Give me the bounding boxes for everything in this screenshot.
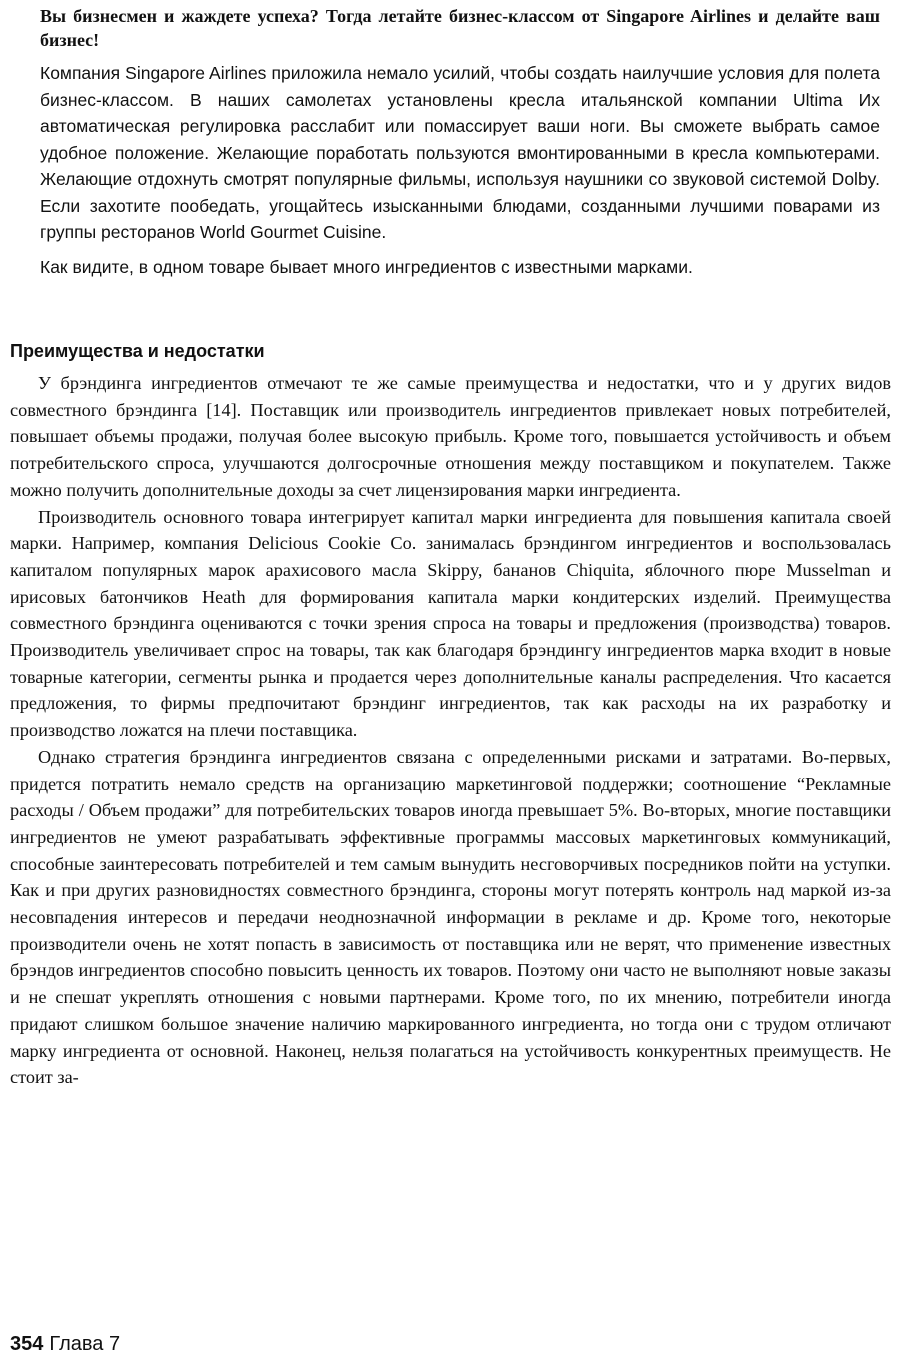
- page-number: 354: [10, 1333, 44, 1355]
- box-summary: Как видите, в одном товаре бывает много ингредиентов с известными марками.: [40, 256, 693, 277]
- section-body: [10, 370, 891, 1091]
- section-heading: Преимущества и недостатки: [10, 341, 265, 361]
- body-paragraph: Производитель основного товара интегрирует капитал марки ингредиента для повышения капитала своей марки. Например, компания Delicious Cookie Co. занималась брэндингом ингредиентов и воспользовалась капиталом популярных марок арахисового масла Skippy, бананов Chiquita, яблочного пюре Musselman и ирисовых батончиков Heath для формирования капитала марки кондитерских изделий. Преимущества совместного брэндинга оцениваются с точки зрения спроса на товары и предложения (производства) товаров. Производитель увеличивает спрос на товары, так как благодаря брэндингу ингредиентов марка входит в новые товарные категории, сегменты рынка и продается через дополнительные каналы распределения. Что касается предложения, то фирмы предпочитают брэндинг ингредиентов, так как расходы на их разработку и производство ложатся на плечи поставщика.: [10, 506, 891, 741]
- box-paragraph: Компания Singapore Airlines приложила немало усилий, чтобы создать наилучшие условия для полета бизнес-классом. В наших самолетах установлены кресла итальянской компании Ultima Их автоматическая регулировка расслабит или помассирует ваши ноги. Вы сможете выбрать самое удобное положение. Желающие поработать пользуются вмонтированными в кресла компьютерами. Желающие отдохнуть смотрят популярные фильмы, используя наушники со звуковой системой Dolby. Если захотите пообедать, угощайтесь изысканными блюдами, созданными лучшими поварами из группы ресторанов World Gourmet Cuisine.: [40, 63, 880, 242]
- page-footer: [10, 1330, 120, 1358]
- body-paragraph: У брэндинга ингредиентов отмечают те же самые преимущества и недостатки, что и у других видов совместного брэндинга [14]. Поставщик или производитель ингредиентов привлекает новых потребителей, повышает объемы продажи, получая более высокую прибыль. Кроме того, повышается устойчивость и объем потребительского спроса, улучшаются долгосрочные отношения между поставщиком и покупателем. Также можно получить дополнительные доходы за счет лицензирования марки ингредиента.: [10, 373, 891, 500]
- sidebar-box: [40, 4, 880, 280]
- body-paragraph: Однако стратегия брэндинга ингредиентов связана с определенными рисками и затратами. Во-первых, придется потратить немало средств на организацию маркетинговой поддержки; соотношение “Рекламные расходы / Объем продажи” для потребительских товаров иногда превышает 5%. Во-вторых, многие поставщики ингредиентов не умеют разрабатывать эффективные программы массовых маркетинговых коммуникаций, способные заинтересовать потребителей и тем самым вынудить несговорчивых посредников пойти на уступки. Как и при других разновидностях совместного брэндинга, стороны могут потерять контроль над маркой из-за несовпадения интересов и передачи неоднозначной информации в рекламе и др. Кроме того, некоторые производители очень не хотят попасть в зависимость от поставщика или не верят, что применение известных брэндов ингредиентов способно повысить ценность их товаров. Поэтому они часто не выполняют новые заказы и не спешат укреплять отношения с новыми партнерами. Кроме того, по их мнению, потребители иногда придают слишком большое значение наличию маркированного ингредиента, но тогда они с трудом отличают марку ингредиента от основной. Наконец, нельзя полагаться на устойчивость конкурентных преимуществ. Не стоит за-: [10, 746, 891, 1088]
- box-lead: Вы бизнесмен и жаждете успеха? Тогда летайте бизнес-классом от Singapore Airlines и делайте ваш бизнес!: [40, 6, 880, 50]
- chapter-label: Глава 7: [49, 1333, 121, 1355]
